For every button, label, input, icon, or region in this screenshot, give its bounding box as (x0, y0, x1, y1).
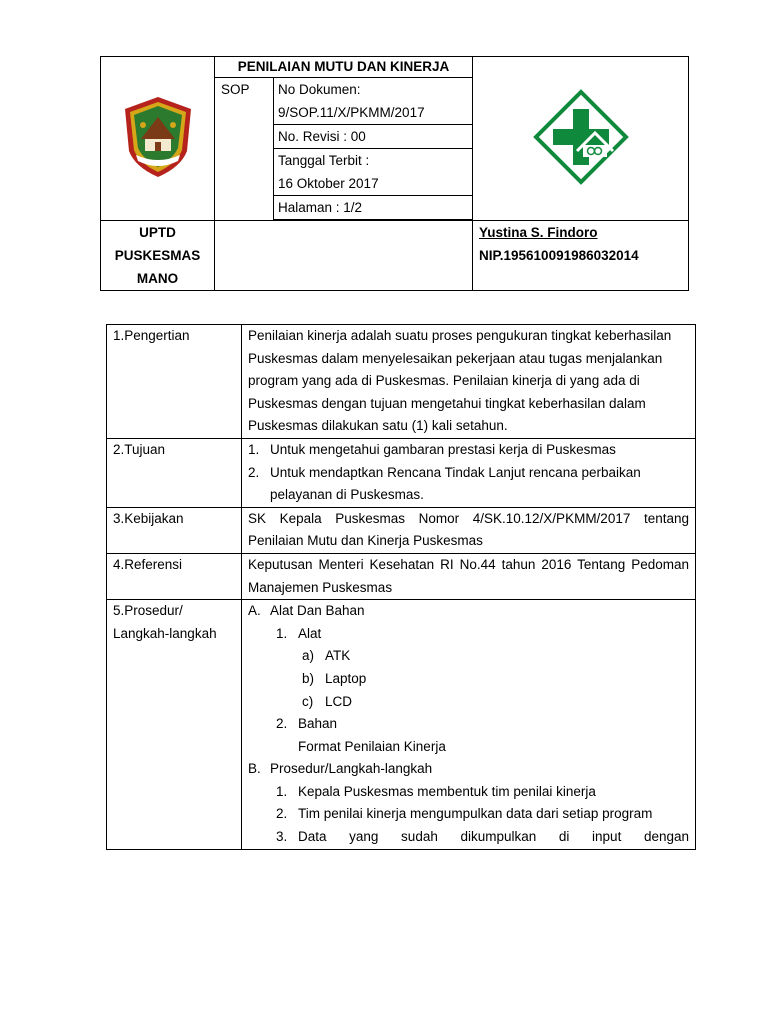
list-item: c) LCD (302, 693, 353, 709)
label-pengertian: 1.Pengertian (107, 325, 242, 439)
issue-date: Tanggal Terbit : 16 Oktober 2017 (274, 149, 473, 196)
content-kebijakan: SK Kepala Puskesmas Nomor 4/SK.10.12/X/PKMM/2017 tentang Penilaian Mutu dan Kinerja Puskesmas (242, 507, 696, 553)
document-header (100, 56, 689, 291)
signer-name: Yustina S. Findoro (479, 225, 598, 240)
label-referensi: 4.Referensi (107, 553, 242, 599)
signer-block (473, 221, 689, 291)
section-heading-b: B. Prosedur/Langkah-langkah (248, 761, 433, 777)
sop-label: SOP (215, 78, 274, 221)
document-number: No Dokumen: 9/SOP.11/X/PKMM/2017 (274, 78, 473, 125)
list-item: 2. Bahan (276, 716, 338, 732)
section-heading-a: A. Alat Dan Bahan (248, 603, 365, 619)
content-tujuan (242, 438, 696, 507)
revision-number: No. Revisi : 00 (274, 125, 473, 149)
sop-content-table (106, 324, 696, 850)
regency-emblem-cell (101, 57, 215, 221)
content-pengertian: Penilaian kinerja adalah suatu proses pengukuran tingkat keberhasilan Puskesmas dalam menyelesaikan pekerjaan atau tugas menjalankan program yang ada di Puskesmas. Penilaian kinerja di yang ada di Puskesmas dengan tujuan mengetahui tingkat keberhasilan dalam Puskesmas dilakukan satu (1) kali setahun. (242, 325, 696, 439)
bahan-detail: Format Penilaian Kinerja (298, 738, 446, 754)
list-item: 1. Alat (276, 625, 322, 641)
document-title: PENILAIAN MUTU DAN KINERJA (215, 57, 473, 78)
blank-cell (215, 221, 473, 291)
label-tujuan: 2.Tujuan (107, 438, 242, 507)
row-pengertian (107, 325, 696, 439)
label-kebijakan: 3.Kebijakan (107, 507, 242, 553)
signer-nip: NIP.195610091986032014 (479, 248, 639, 263)
organization-name: UPTD PUSKESMAS MANO (101, 221, 215, 291)
row-referensi (107, 553, 696, 599)
list-item: 2. Untuk mendaptkan Rencana Tindak Lanjut rencana perbaikan pelayanan di Puskesmas. (248, 464, 641, 503)
list-item: 1. Kepala Puskesmas membentuk tim penilai kinerja (276, 783, 596, 799)
label-prosedur: 5.Prosedur/ Langkah-langkah (107, 600, 242, 850)
content-prosedur (242, 600, 696, 850)
row-prosedur (107, 600, 696, 850)
puskesmas-logo-cell (473, 57, 689, 221)
list-item: 3. Data yang sudah dikumpulkan di input dengan (276, 829, 689, 845)
list-item: a) ATK (302, 648, 351, 664)
list-item: b) Laptop (302, 670, 367, 686)
content-referensi: Keputusan Menteri Kesehatan RI No.44 tahun 2016 Tentang Pedoman Manajemen Puskesmas (242, 553, 696, 599)
row-tujuan (107, 438, 696, 507)
list-item: 2. Tim penilai kinerja mengumpulkan data dari setiap program (276, 806, 653, 822)
page-number: Halaman : 1/2 (274, 196, 473, 220)
row-kebijakan (107, 507, 696, 553)
list-item: 1. Untuk mengetahui gambaran prestasi kerja di Puskesmas (248, 441, 616, 457)
regency-emblem-icon (121, 95, 195, 179)
puskesmas-logo-icon (533, 89, 629, 185)
